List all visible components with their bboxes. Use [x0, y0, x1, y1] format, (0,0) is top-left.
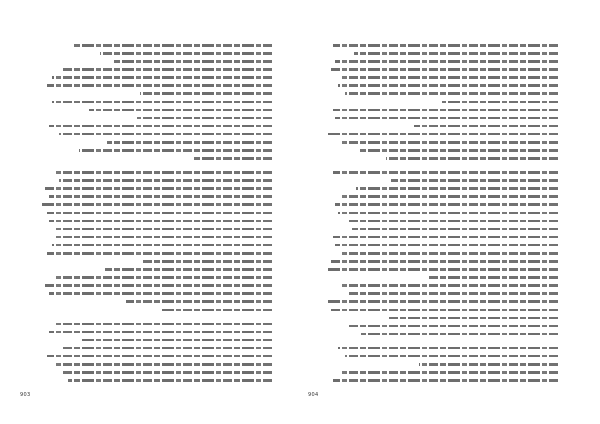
text-line-ink [345, 92, 558, 95]
text-line-ink [419, 363, 558, 366]
text-line-ink [361, 333, 558, 336]
text-line [40, 258, 272, 265]
text-line [326, 123, 558, 130]
text-line-ink [389, 317, 558, 320]
text-line-ink [328, 300, 558, 303]
text-line-ink [338, 84, 558, 87]
text-line-ink [328, 268, 558, 271]
text-line [40, 107, 272, 114]
text-line-ink [391, 179, 558, 182]
text-line [326, 298, 558, 305]
text-line-ink [47, 84, 272, 87]
text-line [40, 307, 272, 314]
text-line [326, 82, 558, 89]
text-line [40, 218, 272, 225]
text-line-ink [82, 339, 272, 342]
text-line [326, 353, 558, 360]
text-line [326, 115, 558, 122]
right-page [300, 0, 600, 424]
text-line-ink [52, 76, 272, 79]
text-line [326, 177, 558, 184]
text-line [326, 369, 558, 376]
text-line-ink [68, 379, 272, 382]
text-line-ink [142, 260, 272, 263]
text-line-ink [54, 228, 272, 231]
text-line-ink [126, 300, 272, 303]
text-line-ink [59, 133, 272, 136]
text-line [40, 50, 272, 57]
text-line-ink [61, 371, 272, 374]
text-line-ink [79, 149, 272, 152]
text-line [40, 115, 272, 122]
text-line [40, 66, 272, 73]
text-line [326, 282, 558, 289]
text-line [326, 139, 558, 146]
text-line [40, 193, 272, 200]
text-line [40, 177, 272, 184]
text-line-ink [54, 276, 272, 279]
text-line [326, 185, 558, 192]
text-line [40, 298, 272, 305]
text-line [40, 139, 272, 146]
text-line [326, 42, 558, 49]
right-text-column [326, 42, 558, 382]
text-line-ink [49, 195, 272, 198]
text-line-ink [137, 117, 272, 120]
text-line [40, 123, 272, 130]
text-line [40, 169, 272, 176]
text-line [326, 131, 558, 138]
text-line-ink [335, 60, 558, 63]
text-line [326, 361, 558, 368]
text-line-ink [333, 379, 558, 382]
text-line [326, 258, 558, 265]
text-line-ink [63, 68, 272, 71]
text-line-ink [193, 157, 272, 160]
text-line [40, 99, 272, 106]
text-line-ink [45, 187, 272, 190]
text-line [40, 210, 272, 217]
text-line [40, 131, 272, 138]
text-line [40, 155, 272, 162]
text-line-ink [47, 355, 272, 358]
text-line-ink [328, 133, 558, 136]
text-line-ink [335, 117, 558, 120]
text-line-ink [42, 203, 272, 206]
text-line [326, 315, 558, 322]
text-line-ink [54, 171, 272, 174]
text-line [40, 274, 272, 281]
text-line-ink [333, 109, 558, 112]
text-line [40, 329, 272, 336]
text-line-ink [107, 141, 272, 144]
text-line-ink [386, 157, 558, 160]
text-line [40, 226, 272, 233]
text-line-ink [56, 236, 272, 239]
text-line [40, 266, 272, 273]
text-line-ink [342, 195, 558, 198]
text-line [326, 307, 558, 314]
text-line [40, 361, 272, 368]
text-line-ink [340, 252, 558, 255]
text-line [40, 250, 272, 257]
text-line [326, 66, 558, 73]
text-line-ink [352, 228, 558, 231]
text-line-ink [428, 276, 558, 279]
left-page-number: 903 [20, 392, 31, 398]
text-line-ink [47, 252, 272, 255]
text-line [326, 99, 558, 106]
text-line-ink [340, 141, 558, 144]
text-line-ink [45, 284, 272, 287]
text-line-ink [63, 347, 272, 350]
text-line [326, 218, 558, 225]
text-line [40, 337, 272, 344]
text-line-ink [335, 244, 558, 247]
text-line-ink [358, 149, 558, 152]
text-line [40, 369, 272, 376]
left-text-column [40, 42, 272, 382]
text-line-ink [349, 325, 558, 328]
text-line [40, 82, 272, 89]
text-line [40, 185, 272, 192]
text-line [40, 282, 272, 289]
text-line [326, 226, 558, 233]
text-line-ink [112, 60, 272, 63]
text-line-ink [47, 212, 272, 215]
text-line [326, 90, 558, 97]
text-line [326, 155, 558, 162]
text-line-ink [356, 187, 558, 190]
text-line-ink [342, 284, 558, 287]
text-line-ink [342, 76, 558, 79]
text-line-ink [52, 244, 272, 247]
text-line [40, 201, 272, 208]
text-line [40, 242, 272, 249]
text-line [326, 193, 558, 200]
text-line-ink [140, 92, 272, 95]
text-line [326, 242, 558, 249]
text-line [40, 234, 272, 241]
text-line-ink [331, 309, 558, 312]
text-line-ink [345, 355, 558, 358]
text-line [326, 107, 558, 114]
text-line-ink [72, 44, 272, 47]
text-line-ink [335, 203, 558, 206]
text-line-ink [59, 179, 272, 182]
text-line-ink [49, 331, 272, 334]
text-line [40, 290, 272, 297]
text-line-ink [89, 109, 272, 112]
text-line-ink [49, 125, 272, 128]
right-page-number: 904 [308, 392, 319, 398]
text-line-ink [105, 268, 272, 271]
text-line-ink [331, 260, 558, 263]
text-line [326, 331, 558, 338]
text-line-ink [414, 125, 558, 128]
text-line [40, 377, 272, 382]
text-line-ink [333, 236, 558, 239]
text-line [326, 377, 558, 382]
text-line-ink [333, 44, 558, 47]
text-line-ink [333, 171, 558, 174]
text-line [326, 345, 558, 352]
text-line-ink [54, 363, 272, 366]
text-line [326, 234, 558, 241]
text-line [40, 321, 272, 328]
text-line [326, 290, 558, 297]
text-line [326, 201, 558, 208]
text-line [326, 274, 558, 281]
text-line-ink [338, 347, 558, 350]
text-line [326, 58, 558, 65]
text-line-ink [347, 292, 558, 295]
text-line [40, 345, 272, 352]
text-line-ink [161, 309, 272, 312]
text-line [326, 210, 558, 217]
text-line [326, 250, 558, 257]
text-line-ink [56, 323, 272, 326]
text-line [40, 353, 272, 360]
text-line [326, 266, 558, 273]
text-line-ink [354, 52, 558, 55]
text-line [40, 147, 272, 154]
text-line [40, 74, 272, 81]
text-line-ink [347, 220, 558, 223]
text-line [40, 90, 272, 97]
text-line [326, 169, 558, 176]
text-line-ink [100, 52, 272, 55]
text-line-ink [340, 371, 558, 374]
text-line-ink [442, 101, 558, 104]
text-line-ink [49, 220, 272, 223]
text-line-ink [338, 212, 558, 215]
text-line-ink [52, 101, 272, 104]
text-line [40, 42, 272, 49]
text-line [326, 50, 558, 57]
text-line [326, 74, 558, 81]
text-line-ink [331, 68, 558, 71]
text-line [40, 58, 272, 65]
text-line [326, 147, 558, 154]
text-line-ink [49, 292, 272, 295]
text-line [326, 323, 558, 330]
